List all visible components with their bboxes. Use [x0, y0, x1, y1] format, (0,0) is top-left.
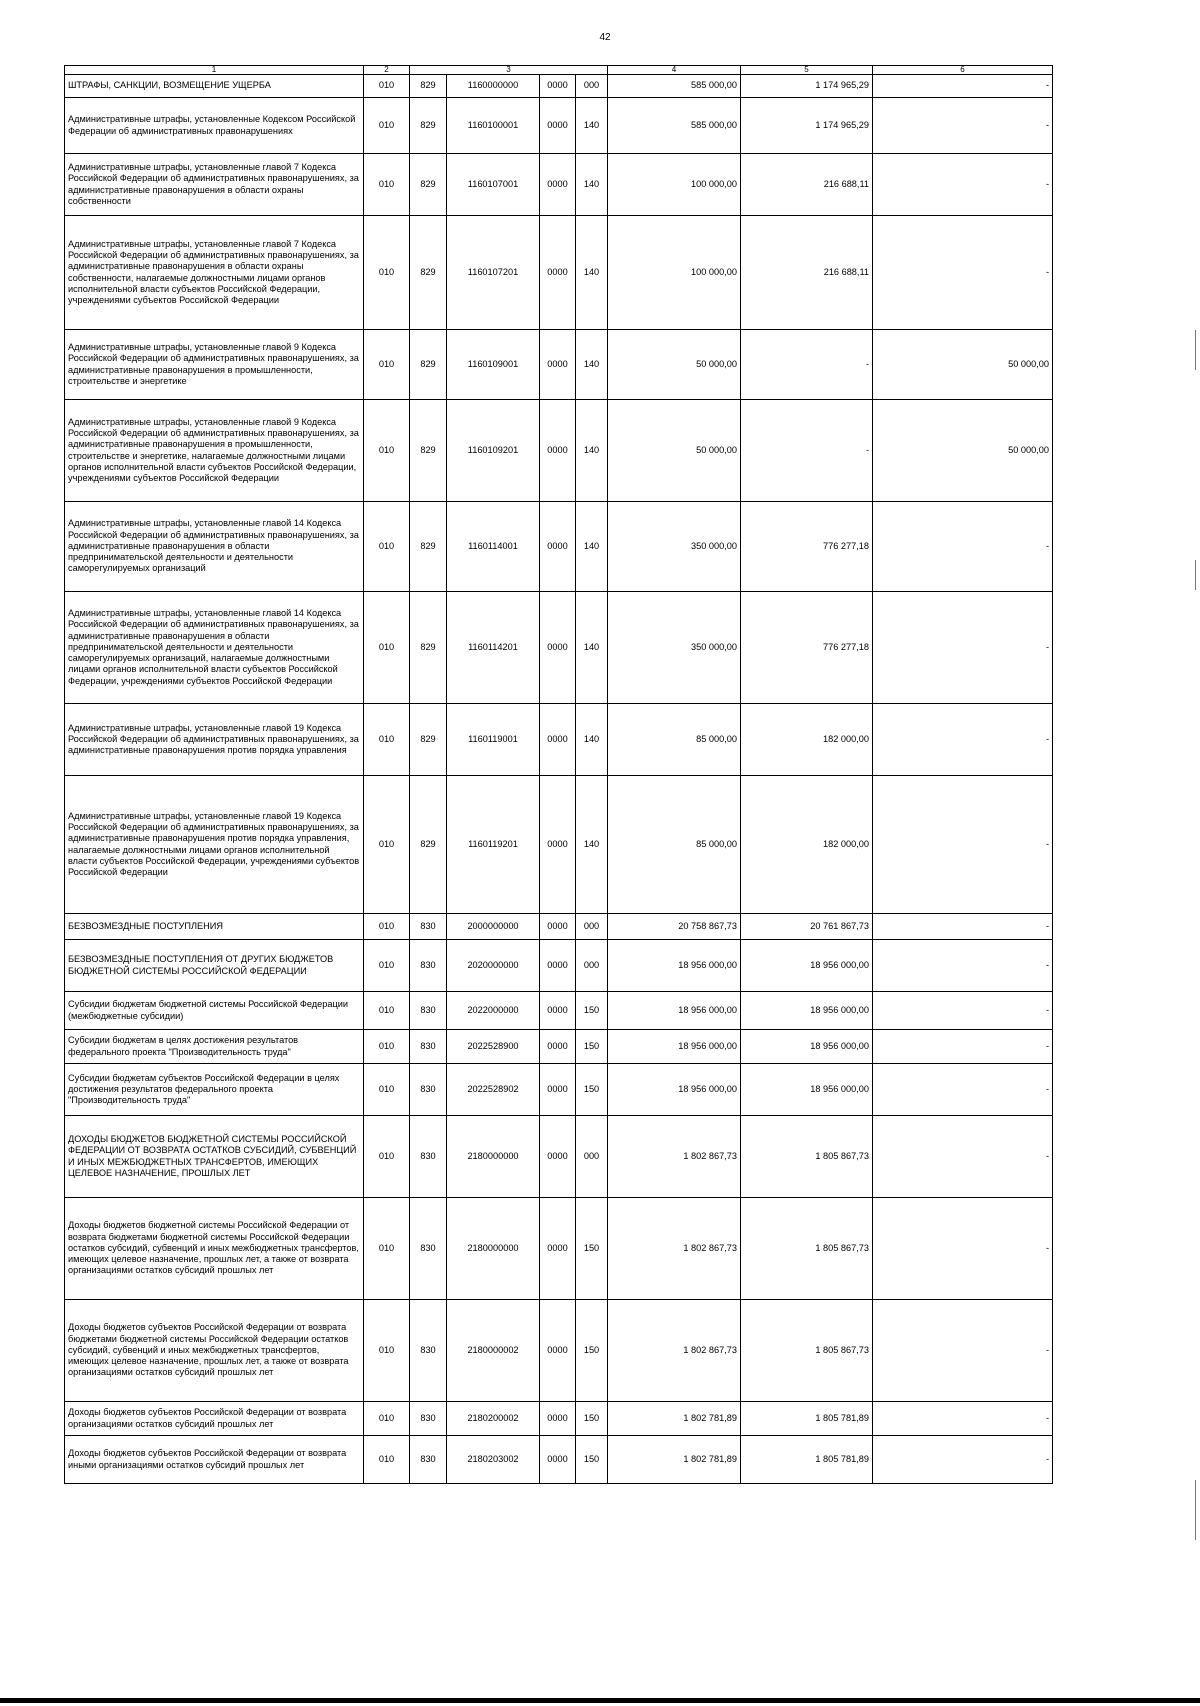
table-row	[65, 914, 1053, 940]
code-cell: 010	[364, 1064, 410, 1116]
code-cell: 2000000000	[447, 914, 540, 940]
code-cell: 010	[364, 216, 410, 330]
value-cell: -	[873, 776, 1053, 914]
value-cell: 50 000,00	[608, 400, 741, 502]
value-cell: 20 761 867,73	[741, 914, 873, 940]
code-cell: 2020000000	[447, 940, 540, 992]
table-row	[65, 502, 1053, 592]
value-cell: -	[873, 940, 1053, 992]
code-cell: 1160109001	[447, 330, 540, 400]
column-number: 3	[410, 66, 608, 75]
code-cell: 010	[364, 1030, 410, 1064]
code-cell: 0000	[540, 592, 576, 704]
value-cell: -	[873, 98, 1053, 154]
code-cell: 830	[410, 1300, 447, 1402]
code-cell: 2180200002	[447, 1402, 540, 1436]
row-name: Административные штрафы, установленные главой 19 Кодекса Российской Федерации об административных правонарушениях, за административные правонарушения против порядка управления, налагаемые должностными лицами органов исполнительной власти субъектов Российской Федерации, учреждениями субъектов Российской Федерации	[65, 776, 364, 914]
code-cell: 010	[364, 1300, 410, 1402]
value-cell: 1 802 781,89	[608, 1402, 741, 1436]
code-cell: 0000	[540, 216, 576, 330]
value-cell: 350 000,00	[608, 502, 741, 592]
code-cell: 1160109201	[447, 400, 540, 502]
value-cell: -	[873, 1436, 1053, 1484]
code-cell: 1160114001	[447, 502, 540, 592]
code-cell: 010	[364, 502, 410, 592]
code-cell: 829	[410, 704, 447, 776]
value-cell: 1 805 867,73	[741, 1198, 873, 1300]
value-cell: 1 802 867,73	[608, 1198, 741, 1300]
row-name: ДОХОДЫ БЮДЖЕТОВ БЮДЖЕТНОЙ СИСТЕМЫ РОССИЙСКОЙ ФЕДЕРАЦИИ ОТ ВОЗВРАТА ОСТАТКОВ СУБСИДИЙ, СУБВЕНЦИЙ И ИНЫХ МЕЖБЮДЖЕТНЫХ ТРАНСФЕРТОВ, ИМЕЮЩИХ ЦЕЛЕВОЕ НАЗНАЧЕНИЕ, ПРОШЛЫХ ЛЕТ	[65, 1116, 364, 1198]
code-cell: 010	[364, 992, 410, 1030]
code-cell: 010	[364, 592, 410, 704]
value-cell: 18 956 000,00	[608, 1064, 741, 1116]
code-cell: 150	[576, 1030, 608, 1064]
value-cell: 585 000,00	[608, 75, 741, 98]
code-cell: 830	[410, 914, 447, 940]
code-cell: 0000	[540, 914, 576, 940]
code-cell: 010	[364, 400, 410, 502]
code-cell: 010	[364, 1116, 410, 1198]
table-row	[65, 1064, 1053, 1116]
scan-edge-mark	[1195, 560, 1196, 590]
code-cell: 150	[576, 1402, 608, 1436]
code-cell: 000	[576, 75, 608, 98]
column-number: 6	[873, 66, 1053, 75]
code-cell: 140	[576, 502, 608, 592]
row-name: Административные штрафы, установленные главой 9 Кодекса Российской Федерации об административных правонарушениях, за административные правонарушения в промышленности, строительстве и энергетике, налагаемые должностными лицами органов исполнительной власти субъектов Российской Федерации, учреждениями субъектов Российской Федерации	[65, 400, 364, 502]
value-cell: 18 956 000,00	[741, 940, 873, 992]
code-cell: 0000	[540, 1064, 576, 1116]
column-number: 2	[364, 66, 410, 75]
value-cell: -	[741, 400, 873, 502]
code-cell: 010	[364, 704, 410, 776]
column-number-row	[65, 66, 1053, 75]
code-cell: 2180000002	[447, 1300, 540, 1402]
column-number: 1	[65, 66, 364, 75]
value-cell: 18 956 000,00	[741, 992, 873, 1030]
table-row	[65, 1198, 1053, 1300]
table-row	[65, 940, 1053, 992]
table-row	[65, 98, 1053, 154]
value-cell: 18 956 000,00	[741, 1064, 873, 1116]
code-cell: 140	[576, 98, 608, 154]
value-cell: 1 805 781,89	[741, 1436, 873, 1484]
code-cell: 829	[410, 400, 447, 502]
code-cell: 0000	[540, 704, 576, 776]
value-cell: 182 000,00	[741, 704, 873, 776]
code-cell: 010	[364, 1436, 410, 1484]
code-cell: 829	[410, 502, 447, 592]
code-cell: 830	[410, 1030, 447, 1064]
page-number: 42	[599, 32, 611, 43]
value-cell: 1 174 965,29	[741, 75, 873, 98]
code-cell: 010	[364, 914, 410, 940]
code-cell: 150	[576, 1300, 608, 1402]
code-cell: 829	[410, 98, 447, 154]
table-row	[65, 776, 1053, 914]
code-cell: 830	[410, 1198, 447, 1300]
code-cell: 0000	[540, 400, 576, 502]
code-cell: 1160114201	[447, 592, 540, 704]
value-cell: 100 000,00	[608, 154, 741, 216]
code-cell: 0000	[540, 502, 576, 592]
row-name: Субсидии бюджетам в целях достижения результатов федерального проекта "Производительность труда"	[65, 1030, 364, 1064]
code-cell: 140	[576, 400, 608, 502]
code-cell: 140	[576, 216, 608, 330]
code-cell: 0000	[540, 75, 576, 98]
table-row	[65, 1116, 1053, 1198]
code-cell: 829	[410, 216, 447, 330]
value-cell: -	[873, 914, 1053, 940]
value-cell: 1 805 781,89	[741, 1402, 873, 1436]
code-cell: 000	[576, 1116, 608, 1198]
code-cell: 010	[364, 940, 410, 992]
row-name: Административные штрафы, установленные Кодексом Российской Федерации об административных правонарушениях	[65, 98, 364, 154]
code-cell: 150	[576, 1064, 608, 1116]
code-cell: 0000	[540, 1436, 576, 1484]
code-cell: 010	[364, 98, 410, 154]
code-cell: 1160107001	[447, 154, 540, 216]
value-cell: -	[873, 992, 1053, 1030]
scan-edge-mark	[1195, 330, 1196, 370]
value-cell: 18 956 000,00	[741, 1030, 873, 1064]
code-cell: 830	[410, 940, 447, 992]
row-name: Доходы бюджетов субъектов Российской Федерации от возврата иными организациями остатков субсидий прошлых лет	[65, 1436, 364, 1484]
code-cell: 010	[364, 1198, 410, 1300]
table-row	[65, 330, 1053, 400]
table-row	[65, 1402, 1053, 1436]
row-name: Субсидии бюджетам бюджетной системы Российской Федерации (межбюджетные субсидии)	[65, 992, 364, 1030]
code-cell: 829	[410, 592, 447, 704]
code-cell: 1160000000	[447, 75, 540, 98]
code-cell: 830	[410, 1064, 447, 1116]
value-cell: -	[741, 330, 873, 400]
row-name: БЕЗВОЗМЕЗДНЫЕ ПОСТУПЛЕНИЯ	[65, 914, 364, 940]
code-cell: 150	[576, 1198, 608, 1300]
value-cell: 50 000,00	[873, 330, 1053, 400]
code-cell: 140	[576, 154, 608, 216]
value-cell: 585 000,00	[608, 98, 741, 154]
value-cell: 18 956 000,00	[608, 940, 741, 992]
value-cell: 1 802 867,73	[608, 1116, 741, 1198]
code-cell: 000	[576, 914, 608, 940]
code-cell: 010	[364, 75, 410, 98]
table-row	[65, 154, 1053, 216]
value-cell: -	[873, 216, 1053, 330]
table-row	[65, 75, 1053, 98]
scan-bottom-edge	[0, 1698, 1200, 1703]
value-cell: 1 805 867,73	[741, 1300, 873, 1402]
code-cell: 830	[410, 1436, 447, 1484]
table-row	[65, 592, 1053, 704]
value-cell: 1 802 867,73	[608, 1300, 741, 1402]
value-cell: -	[873, 1030, 1053, 1064]
value-cell: 50 000,00	[873, 400, 1053, 502]
value-cell: -	[873, 502, 1053, 592]
code-cell: 0000	[540, 1198, 576, 1300]
row-name: Административные штрафы, установленные главой 9 Кодекса Российской Федерации об административных правонарушениях, за административные правонарушения в промышленности, строительстве и энергетике	[65, 330, 364, 400]
code-cell: 830	[410, 1402, 447, 1436]
row-name: Административные штрафы, установленные главой 7 Кодекса Российской Федерации об административных правонарушениях, за административные правонарушения в области охраны собственности	[65, 154, 364, 216]
code-cell: 1160119201	[447, 776, 540, 914]
value-cell: -	[873, 1402, 1053, 1436]
code-cell: 2180203002	[447, 1436, 540, 1484]
code-cell: 0000	[540, 1300, 576, 1402]
code-cell: 0000	[540, 992, 576, 1030]
code-cell: 010	[364, 776, 410, 914]
row-name: Доходы бюджетов субъектов Российской Федерации от возврата организациями остатков субсидий прошлых лет	[65, 1402, 364, 1436]
row-name: Административные штрафы, установленные главой 19 Кодекса Российской Федерации об административных правонарушениях, за административные правонарушения против порядка управления	[65, 704, 364, 776]
code-cell: 0000	[540, 1030, 576, 1064]
table-row	[65, 1300, 1053, 1402]
row-name: Административные штрафы, установленные главой 7 Кодекса Российской Федерации об административных правонарушениях, за административные правонарушения в области охраны собственности, налагаемые должностными лицами органов исполнительной власти субъектов Российской Федерации, учреждениями субъектов Российской Федерации	[65, 216, 364, 330]
table-row	[65, 704, 1053, 776]
code-cell: 2180000000	[447, 1198, 540, 1300]
row-name: Субсидии бюджетам субъектов Российской Федерации в целях достижения результатов федерального проекта "Производительность труда"	[65, 1064, 364, 1116]
row-name: Административные штрафы, установленные главой 14 Кодекса Российской Федерации об административных правонарушениях, за административные правонарушения в области предпринимательской деятельности и деятельности саморегулируемых организаций	[65, 502, 364, 592]
value-cell: -	[873, 1064, 1053, 1116]
code-cell: 010	[364, 1402, 410, 1436]
table-row	[65, 1030, 1053, 1064]
value-cell: 182 000,00	[741, 776, 873, 914]
code-cell: 000	[576, 940, 608, 992]
code-cell: 150	[576, 1436, 608, 1484]
code-cell: 0000	[540, 330, 576, 400]
value-cell: -	[873, 704, 1053, 776]
value-cell: 20 758 867,73	[608, 914, 741, 940]
code-cell: 140	[576, 592, 608, 704]
value-cell: 776 277,18	[741, 592, 873, 704]
row-name: ШТРАФЫ, САНКЦИИ, ВОЗМЕЩЕНИЕ УЩЕРБА	[65, 75, 364, 98]
value-cell: 1 174 965,29	[741, 98, 873, 154]
value-cell: 85 000,00	[608, 704, 741, 776]
table-row	[65, 400, 1053, 502]
code-cell: 0000	[540, 776, 576, 914]
row-name: Административные штрафы, установленные главой 14 Кодекса Российской Федерации об административных правонарушениях, за административные правонарушения в области предпринимательской деятельности и деятельности саморегулируемых организаций, налагаемые должностными лицами органов исполнительной власти субъектов Российской Федерации, учреждениями субъектов Российской Федерации	[65, 592, 364, 704]
code-cell: 0000	[540, 1402, 576, 1436]
value-cell: 1 802 781,89	[608, 1436, 741, 1484]
value-cell: -	[873, 1300, 1053, 1402]
row-name: Доходы бюджетов субъектов Российской Федерации от возврата бюджетами бюджетной системы Российской Федерации остатков субсидий, субвенций и иных межбюджетных трансфертов, имеющих целевое назначение, прошлых лет, а также от возврата организациями остатков субсидий прошлых лет	[65, 1300, 364, 1402]
value-cell: -	[873, 1198, 1053, 1300]
code-cell: 830	[410, 992, 447, 1030]
code-cell: 1160119001	[447, 704, 540, 776]
value-cell: -	[873, 1116, 1053, 1198]
code-cell: 2022528902	[447, 1064, 540, 1116]
table-row	[65, 1436, 1053, 1484]
code-cell: 140	[576, 704, 608, 776]
table-row	[65, 216, 1053, 330]
value-cell: 350 000,00	[608, 592, 741, 704]
value-cell: 18 956 000,00	[608, 992, 741, 1030]
code-cell: 829	[410, 330, 447, 400]
code-cell: 010	[364, 154, 410, 216]
code-cell: 2180000000	[447, 1116, 540, 1198]
code-cell: 0000	[540, 154, 576, 216]
value-cell: -	[873, 592, 1053, 704]
value-cell: -	[873, 75, 1053, 98]
value-cell: 18 956 000,00	[608, 1030, 741, 1064]
value-cell: 216 688,11	[741, 216, 873, 330]
value-cell: -	[873, 154, 1053, 216]
row-name: БЕЗВОЗМЕЗДНЫЕ ПОСТУПЛЕНИЯ ОТ ДРУГИХ БЮДЖЕТОВ БЮДЖЕТНОЙ СИСТЕМЫ РОССИЙСКОЙ ФЕДЕРАЦИИ	[65, 940, 364, 992]
code-cell: 2022000000	[447, 992, 540, 1030]
value-cell: 85 000,00	[608, 776, 741, 914]
value-cell: 50 000,00	[608, 330, 741, 400]
code-cell: 829	[410, 154, 447, 216]
column-number: 5	[741, 66, 873, 75]
code-cell: 0000	[540, 940, 576, 992]
row-name: Доходы бюджетов бюджетной системы Российской Федерации от возврата бюджетами бюджетной системы Российской Федерации остатков субсидий, субвенций и иных межбюджетных трансфертов, имеющих целевое назначение, прошлых лет, а также от возврата организациями остатков субсидий прошлых лет	[65, 1198, 364, 1300]
code-cell: 0000	[540, 1116, 576, 1198]
code-cell: 140	[576, 330, 608, 400]
value-cell: 1 805 867,73	[741, 1116, 873, 1198]
value-cell: 100 000,00	[608, 216, 741, 330]
column-number: 4	[608, 66, 741, 75]
code-cell: 1160100001	[447, 98, 540, 154]
code-cell: 0000	[540, 98, 576, 154]
code-cell: 150	[576, 992, 608, 1030]
report-table	[64, 65, 1053, 1484]
code-cell: 829	[410, 75, 447, 98]
code-cell: 140	[576, 776, 608, 914]
value-cell: 776 277,18	[741, 502, 873, 592]
code-cell: 010	[364, 330, 410, 400]
code-cell: 830	[410, 1116, 447, 1198]
code-cell: 2022528900	[447, 1030, 540, 1064]
table-row	[65, 992, 1053, 1030]
code-cell: 1160107201	[447, 216, 540, 330]
code-cell: 829	[410, 776, 447, 914]
value-cell: 216 688,11	[741, 154, 873, 216]
scan-edge-mark	[1195, 1480, 1196, 1540]
